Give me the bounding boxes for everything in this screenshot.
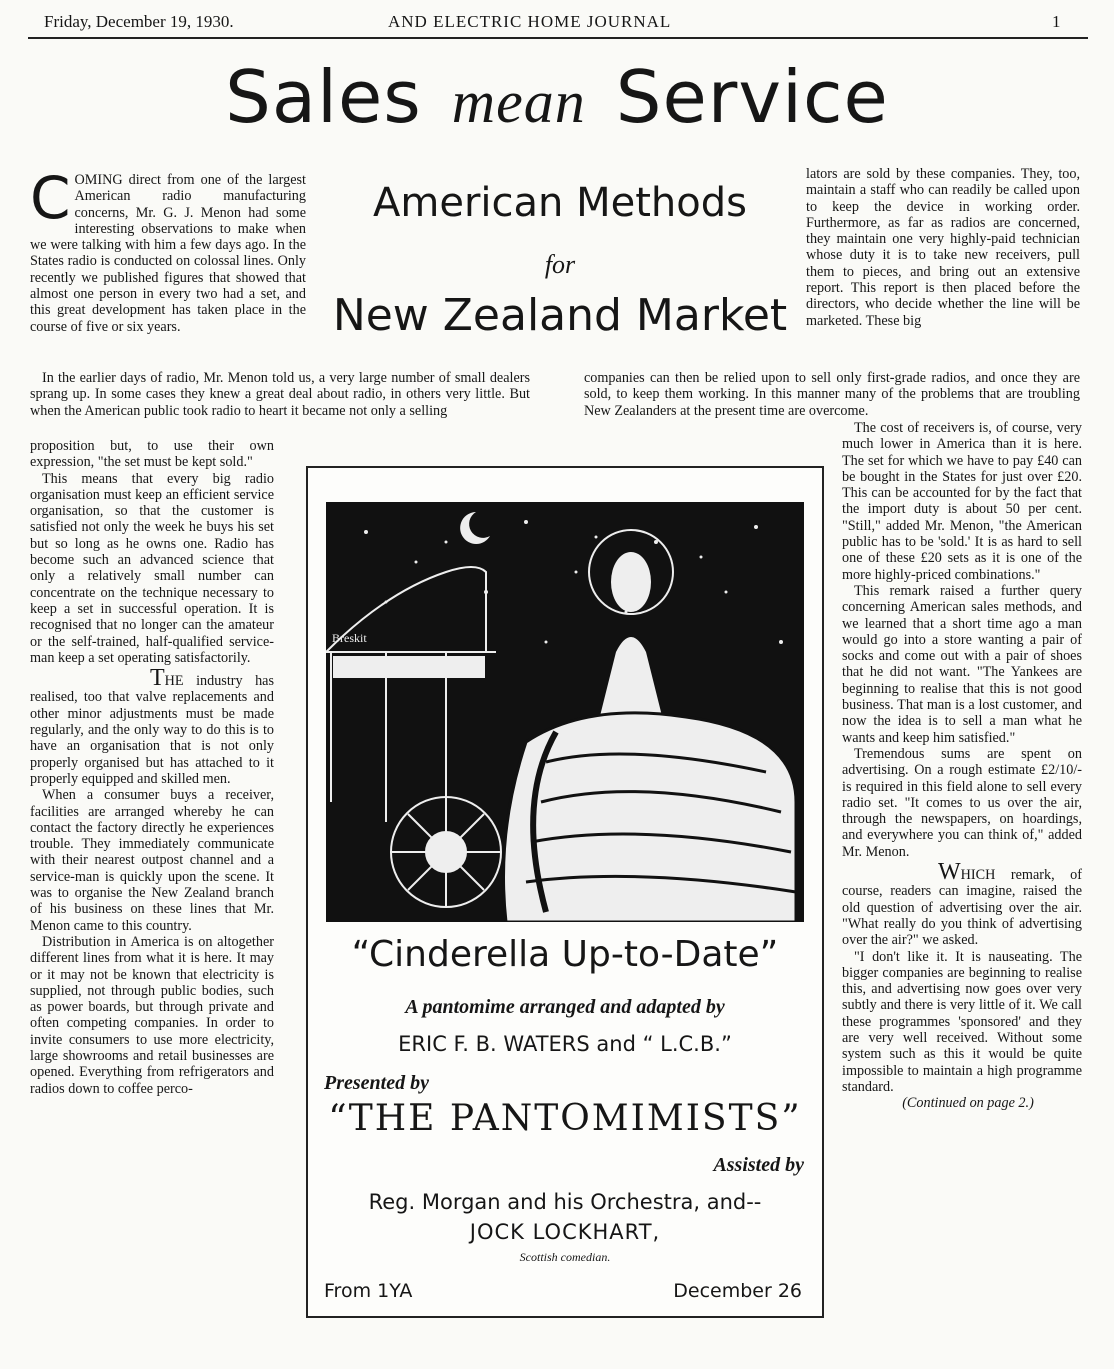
- article-column-right-top: [806, 166, 1080, 368]
- subheadline-for: for: [544, 250, 576, 279]
- advert-company: “THE PANTOMIMISTS”: [328, 1098, 802, 1139]
- headline-word-sales: Sales: [225, 55, 422, 139]
- article-right-paragraph-4: Tremendous sums are spent on advertising. On a rough estimate £2/10/- is required in this field alone to sell every radio set. "It comes to us over the air, through the newspapers, on hoardings, and everywhere you can think of," added Mr. Menon.: [842, 745, 1082, 860]
- article-right-paragraph-1: lators are sold by these companies. They, too, maintain a staff who can readily be called upon to keep the device in working order. Furthermore, as far as radios are concerned, they maintain one very highly-paid technician whose duty it is to take new receivers, pull them to pieces, and bring out an extensive report. This report is then placed before the directors, who decide whether the line will be marketed. These big: [806, 166, 1080, 329]
- headline-word-mean: mean: [451, 69, 586, 135]
- article-column-right: [842, 420, 1082, 1320]
- advert-station: From 1YA: [324, 1280, 413, 1302]
- advert-arranged-by: A pantomime arranged and adapted by: [405, 996, 725, 1018]
- article-paragraph-3: HE industry has realised, too that valve replacements and other minor adjustments must be made regularly, and the only way to do this is to have an organisation that is not only properly organised but has attached to it properly equipped and skilled men.: [30, 673, 274, 787]
- article-paragraph-1-wide: In the earlier days of radio, Mr. Menon told us, a very large number of small dealers sprang up. In some cases they knew a great deal about radio, in others very little. But when the American public took radio to heart it became not only a selling: [30, 370, 530, 419]
- article-column-left: [30, 438, 274, 1318]
- issue-date: Friday, December 19, 1930.: [44, 12, 234, 31]
- article-wide-left: [30, 370, 530, 436]
- advert-authors: ERIC F. B. WATERS and “ L.C.B.”: [398, 1032, 732, 1056]
- coach-wheel-icon: [391, 797, 501, 907]
- subheadline-nz-market: New Zealand Market: [332, 290, 788, 341]
- article-right-paragraph-5: HICH remark, of course, readers can imagine, raised the old question of advertising over the air. "What really do you think of advertising over the air?" we asked.: [842, 867, 1082, 949]
- article-paragraph-1-cont: proposition but, to use their own expression, "the set must be kept sold.": [30, 438, 274, 471]
- dropcap-c: C: [30, 172, 71, 232]
- advert-presented-by: Presented by: [324, 1072, 429, 1094]
- header-rule: [28, 37, 1088, 39]
- pantomime-advertisement: [306, 466, 824, 1318]
- advert-performer: JOCK LOCKHART,: [469, 1220, 661, 1244]
- advert-title: “Cinderella Up-to-Date”: [351, 934, 779, 975]
- advert-assisted-by: Assisted by: [713, 1154, 804, 1176]
- article-paragraph-5: Distribution in America is on altogether different lines from what it is here. It may or it may not be known that electricity is supplied, not through public bodies, such as power boards, but through private and often competing companies. In order to invite consumers to use more electricity, large showrooms and retail businesses are opened. Everything from refrigerators and radios down to coffee perco-: [30, 933, 274, 1097]
- cinderella-illustration: [326, 502, 804, 922]
- article-paragraph-4: When a consumer buys a receiver, facilities are arranged whereby he can contact the factory directly he experiences trouble. They immediately communicate with their nearest outpost channel and a service-man is quickly upon the scene. It was to organise the New Zealand branch of his business on these lines that Mr. Menon came to this country.: [30, 787, 274, 934]
- subheadline-american-methods: American Methods: [373, 180, 747, 226]
- article-right-paragraph-3: This remark raised a further query concerning American sales methods, and we learned that a short time ago a man would go into a store wanting a pair of socks and come out with a pair of shoes that he did not want. "The Yankees are beginning to realise that this is not good business. That man is a lost customer, and now the idea is to sell a man what he wants and keep him satisfied.": [842, 582, 1082, 746]
- advert-performer-role: Scottish comedian.: [519, 1250, 611, 1264]
- advert-orchestra: Reg. Morgan and his Orchestra, and--: [368, 1190, 762, 1214]
- artist-signature: Breskit: [332, 631, 367, 645]
- article-paragraph-1: OMING direct from one of the largest American radio manufacturing concerns, Mr. G. J. Menon had some interesting observations to make when we were talking with him a few days ago. In the States radio is conducted on colossal lines. Only recently we published figures that showed that almost one person in every two had a set, and this great development has taken place in the course of five or six years.: [30, 172, 306, 335]
- article-paragraph-2: This means that every big radio organisation must keep an efficient service organisation, so that the customer is satisfied not only the week he buys his set but so long as he owns one. Radio has become such an advanced science that only a relatively small number can concentrate on the technique necessary to keep a set in successful operation. It is recognised that no longer can the amateur or the self-trained, half-qualified service-man keep a set operating satisfactorily.: [30, 470, 274, 666]
- article-right-paragraph-6: "I don't like it. It is nauseating. The bigger companies are beginning to realise this, and advertising now goes over very subtly and there is very little of it. We call these programmes 'sponsored' and they are very well received. Without some system such as this it would be quite impossible to maintain a high programme standard.: [842, 948, 1082, 1095]
- continued-note: (Continued on page 2.): [902, 1095, 1034, 1112]
- article-right-paragraph-1-wide: companies can then be relied upon to sell only first-grade radios, and once they are sold, to keep them working. In this manner many of the problems that are troubling New Zealanders at the present time are overcome.: [584, 370, 1080, 419]
- article-right-paragraph-2: The cost of receivers is, of course, very much lower in America than it is here. The set for which we have to pay £40 can be bought in the States for just over £20. This can be accounted for by the fact that the import duty is about 50 per cent. "Still," added Mr. Menon, "the American public has to be 'sold.' It is as hard to sell one of these £20 sets as it is one of the more highly-priced combinations.": [842, 420, 1082, 583]
- dropcap-t: T: [150, 665, 165, 692]
- journal-name: AND ELECTRIC HOME JOURNAL: [388, 12, 672, 31]
- headline-word-service: Service: [615, 55, 889, 139]
- advert-date: December 26: [673, 1280, 802, 1302]
- page-number: 1: [1052, 12, 1061, 31]
- dropcap-w: W: [938, 859, 961, 886]
- article-column-left-top: [30, 172, 306, 368]
- headline: [0, 52, 1114, 147]
- illustration-drawing: [326, 502, 804, 922]
